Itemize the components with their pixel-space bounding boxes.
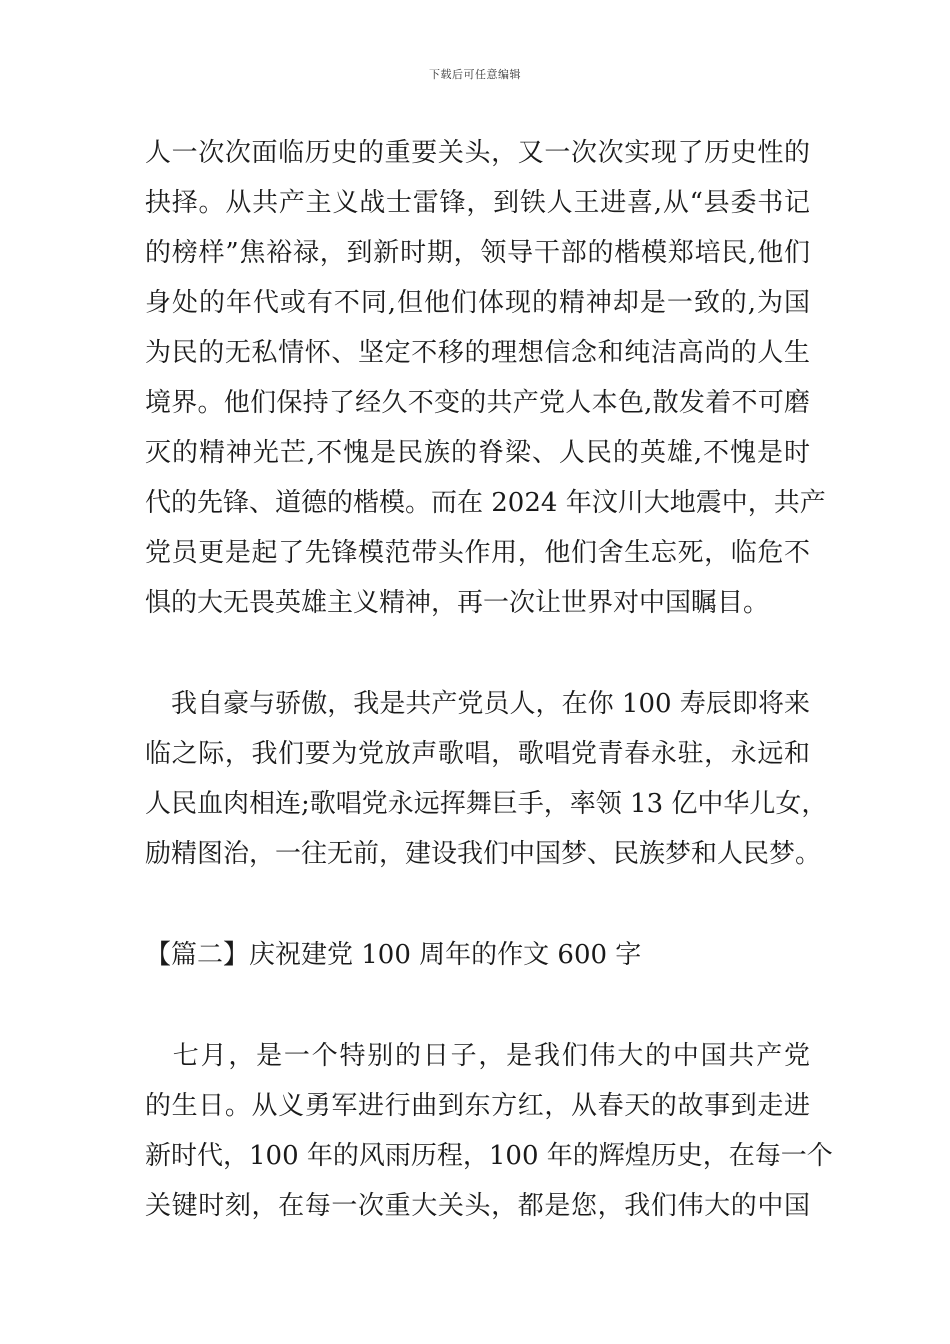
text-line: 人一次次面临历史的重要关头，又一次次实现了历史性的 — [145, 138, 810, 168]
section-title: 【篇二】庆祝建党 100 周年的作文 600 字 — [145, 940, 642, 970]
text-line: 境界。他们保持了经久不变的共产党人本色,散发着不可磨 — [145, 388, 810, 418]
text-line: 惧的大无畏英雄主义精神，再一次让世界对中国瞩目。 — [145, 588, 770, 618]
text-line: 抉择。从共产主义战士雷锋，到铁人王进喜,从“县委书记 — [145, 188, 810, 218]
text-line: 我自豪与骄傲，我是共产党员人，在你 100 寿辰即将来 — [145, 689, 810, 719]
text-line: 身处的年代或有不同,但他们体现的精神却是一致的,为国 — [145, 288, 810, 318]
paragraph-2 — [145, 679, 828, 879]
section-heading — [145, 930, 810, 980]
text-line: 灭的精神光芒,不愧是民族的脊梁、人民的英雄,不愧是时 — [145, 438, 810, 468]
paragraph-spacer — [145, 879, 810, 930]
paragraph-3 — [145, 1031, 833, 1231]
text-line: 党员更是起了先锋模范带头作用，他们舍生忘死，临危不 — [145, 538, 810, 568]
text-line: 为民的无私情怀、坚定不移的理想信念和纯洁高尚的人生 — [145, 338, 810, 368]
paragraph-spacer — [145, 628, 810, 679]
text-line: 七月，是一个特别的日子，是我们伟大的中国共产党 — [145, 1041, 810, 1071]
paragraph-1 — [145, 128, 826, 628]
text-line: 的榜样”焦裕禄，到新时期，领导干部的楷模郑培民,他们 — [145, 238, 810, 268]
text-line: 新时代，100 年的风雨历程，100 年的辉煌历史，在每一个 — [145, 1141, 833, 1171]
text-line: 关键时刻，在每一次重大关头，都是您，我们伟大的中国 — [145, 1191, 810, 1221]
text-line: 临之际，我们要为党放声歌唱，歌唱党青春永驻，永远和 — [145, 739, 810, 769]
text-line: 人民血肉相连;歌唱党永远挥舞巨手，率领 13 亿中华儿女， — [145, 789, 828, 819]
page-header-note: 下载后可任意编辑 — [429, 68, 521, 81]
document-body — [145, 128, 833, 1231]
text-line: 的生日。从义勇军进行曲到东方红，从春天的故事到走进 — [145, 1091, 810, 1121]
text-line: 代的先锋、道德的楷模。而在 2024 年汶川大地震中，共产 — [145, 488, 826, 518]
paragraph-spacer — [145, 980, 810, 1031]
text-line: 励精图治，一往无前，建设我们中国梦、民族梦和人民梦。 — [145, 839, 822, 869]
